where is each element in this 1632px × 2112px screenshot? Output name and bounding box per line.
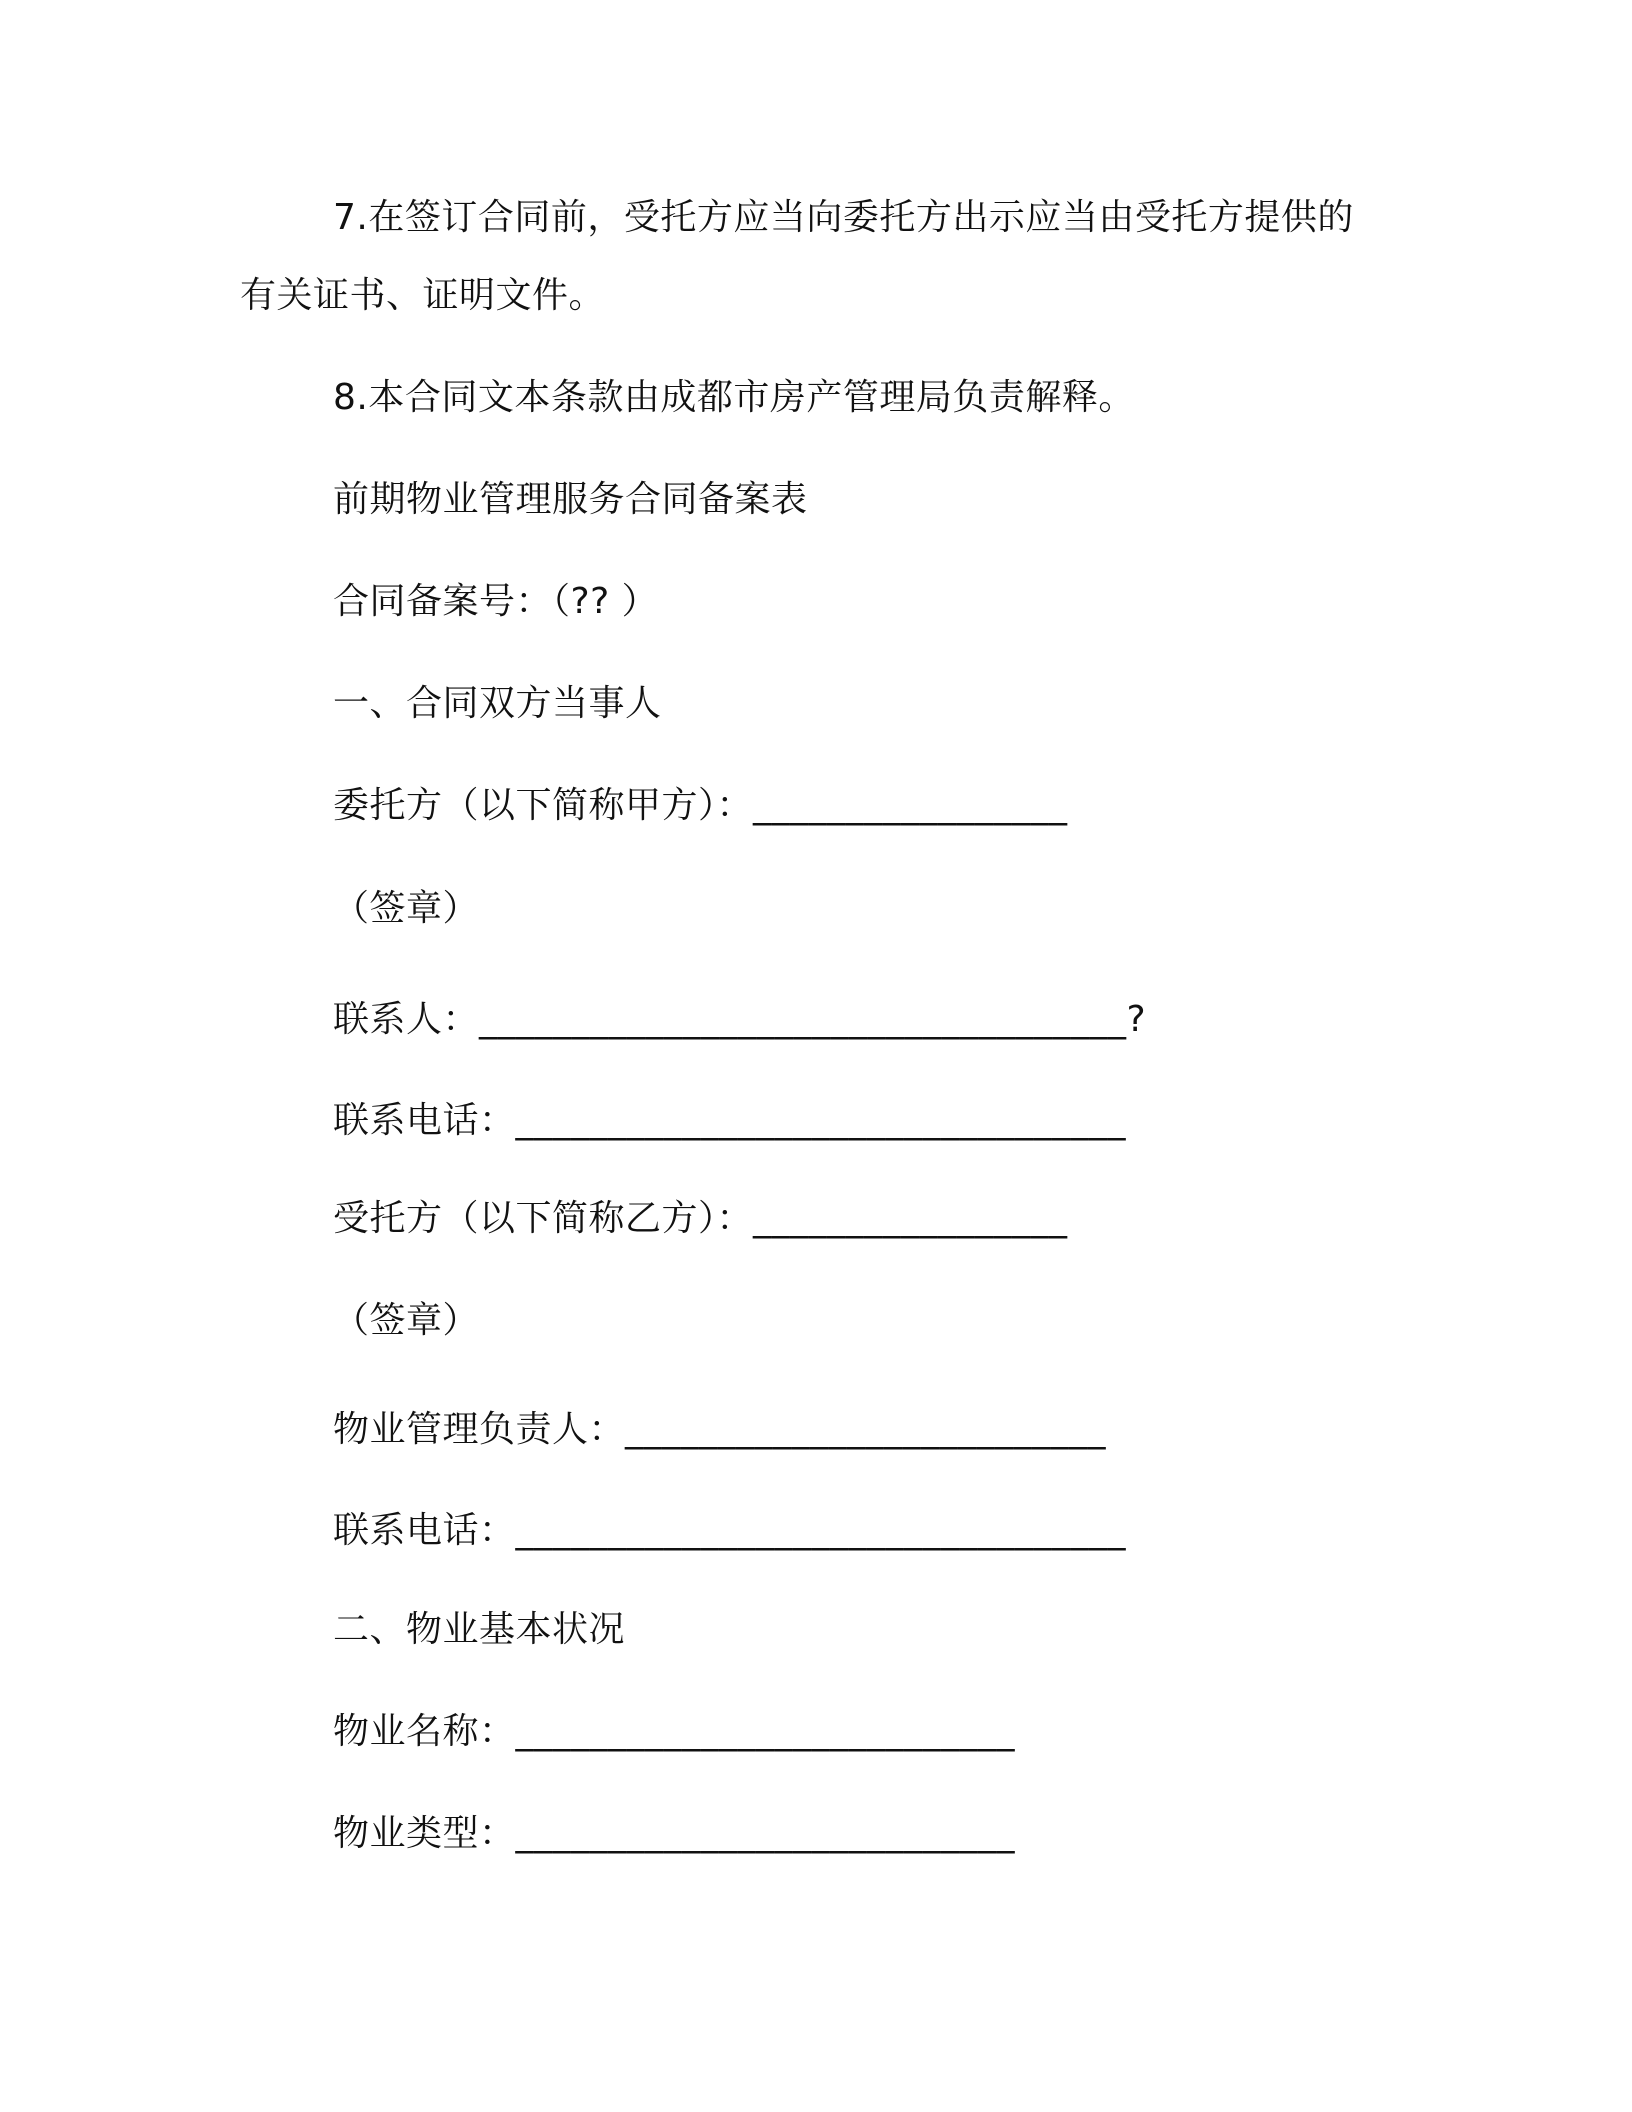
- property-manager-field: 物业管理负责人：__________________________: [333, 1409, 1107, 1450]
- principal-contact-field: 联系人：___________________________________?: [333, 999, 1147, 1040]
- clause-7-line-2: 有关证书、证明文件。: [240, 275, 606, 316]
- contract-record-number: 合同备案号：（?? ）: [333, 581, 659, 622]
- principal-phone-field: 联系电话：_________________________________: [333, 1100, 1127, 1141]
- principal-party-field: 委托方（以下简称甲方）：_________________: [333, 785, 1068, 826]
- property-name-field: 物业名称：___________________________: [333, 1711, 1016, 1752]
- clause-7-line-1: 7.在签订合同前，受托方应当向委托方出示应当由受托方提供的: [333, 197, 1354, 238]
- section-heading-parties: 一、合同双方当事人: [333, 683, 662, 724]
- property-type-field: 物业类型：___________________________: [333, 1813, 1016, 1854]
- form-title: 前期物业管理服务合同备案表: [333, 479, 808, 520]
- agent-phone-field: 联系电话：_________________________________: [333, 1510, 1127, 1551]
- agent-seal-label: （签章）: [333, 1300, 480, 1341]
- principal-seal-label: （签章）: [333, 888, 480, 929]
- section-heading-property: 二、物业基本状况: [333, 1609, 626, 1650]
- agent-party-field: 受托方（以下简称乙方）：_________________: [333, 1198, 1068, 1239]
- clause-8: 8.本合同文本条款由成都市房产管理局负责解释。: [333, 377, 1135, 418]
